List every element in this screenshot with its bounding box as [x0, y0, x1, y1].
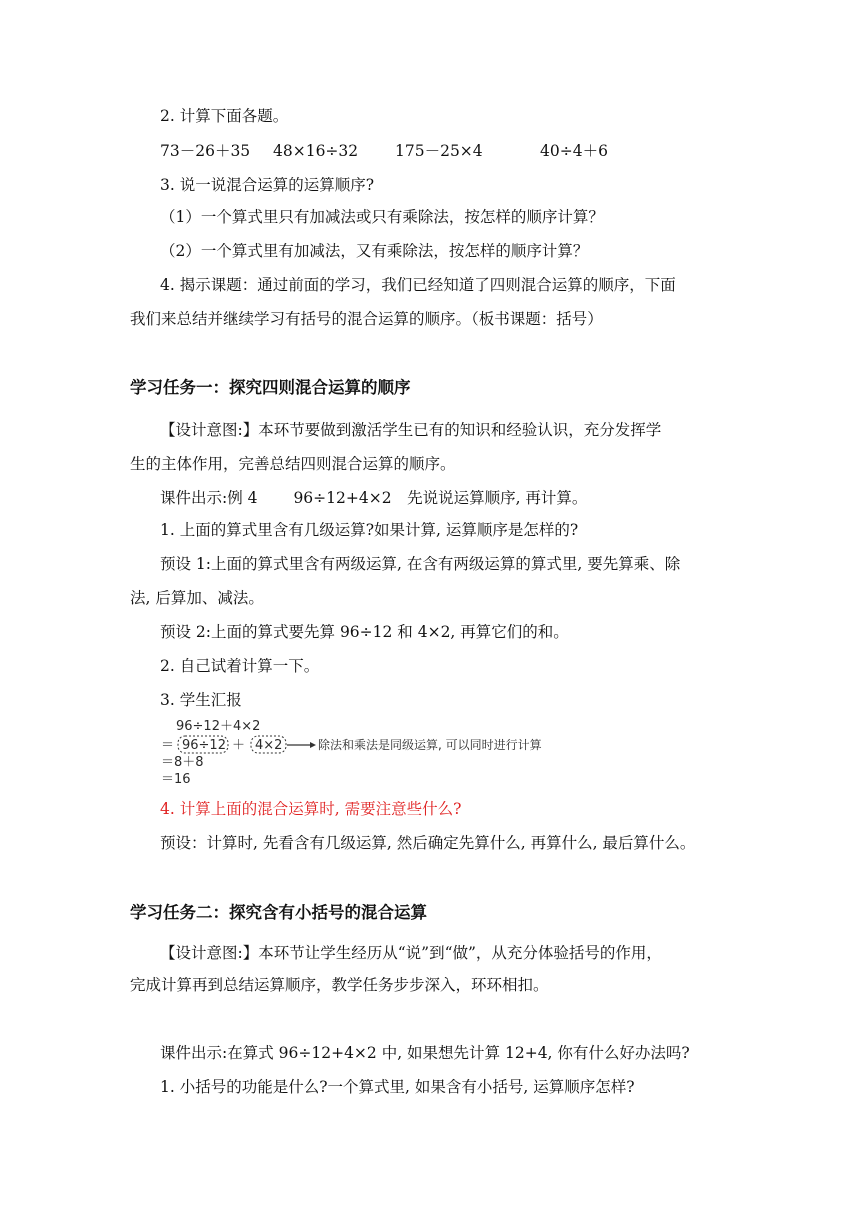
work-line-2-plus: ＋: [232, 738, 246, 753]
task1-question-3: 3. 学生汇报: [160, 691, 242, 709]
expression-2: 48×16÷32: [273, 142, 359, 160]
task1-preset-1-line2: 法, 后算加、减法。: [130, 589, 264, 607]
question-2: （2）一个算式里有加减法，又有乘除法，按怎样的顺序计算？: [160, 242, 589, 260]
task2-heading: 学习任务二：探究含有小括号的混合运算: [130, 903, 427, 922]
question-1: （1）一个算式里只有加减法或只有乘除法，按怎样的顺序计算？: [160, 208, 604, 226]
work-line-2-part-a: 96÷12: [182, 738, 226, 753]
task1-heading: 学习任务一：探究四则混合运算的顺序: [130, 378, 411, 397]
task1-question-2: 2. 自己试着计算一下。: [160, 657, 320, 675]
work-note: 除法和乘法是同级运算, 可以同时进行计算: [318, 738, 542, 752]
task2-question-1: 1. 小括号的功能是什么?一个算式里, 如果含有小括号, 运算顺序怎样?: [160, 1078, 635, 1096]
task1-intent-line1: 【设计意图:】本环节要做到激活学生已有的知识和经验认识，充分发挥学: [160, 421, 662, 439]
task1-preset-3: 预设：计算时, 先看含有几级运算, 然后确定先算什么, 再算什么, 最后算什么。: [160, 834, 696, 852]
expression-1: 73－26＋35: [160, 142, 251, 160]
task2-intent-line2: 完成计算再到总结运算顺序，教学任务步步深入，环环相扣。: [130, 976, 549, 994]
expression-4: 40÷4＋6: [540, 142, 608, 160]
task1-intent-line2: 生的主体作用，完善总结四则混合运算的顺序。: [130, 455, 456, 473]
task1-question-1: 1. 上面的算式里含有几级运算?如果计算, 运算顺序是怎样的?: [160, 521, 579, 539]
work-line-2-part-b: 4×2: [255, 738, 283, 753]
work-line-4: ＝16: [161, 772, 191, 786]
task2-courseware: 课件出示:在算式 96÷12+4×2 中, 如果想先计算 12+4, 你有什么好办法吗?: [160, 1044, 690, 1062]
arrow-head-icon: [310, 742, 316, 748]
task1-preset-1-line1: 预设 1:上面的算式里含有两级运算, 在含有两级运算的算式里, 要先算乘、除: [160, 555, 681, 573]
item-4-topic-line2: 我们来总结并继续学习有括号的混合运算的顺序。（板书课题：括号）: [130, 310, 603, 328]
work-line-2-equals: ＝: [161, 738, 175, 753]
item-3-order: 3. 说一说混合运算的运算顺序?: [160, 176, 375, 194]
item-4-topic-line1: 4. 揭示课题：通过前面的学习，我们已经知道了四则混合运算的顺序，下面: [160, 276, 676, 294]
student-work-figure: [160, 716, 600, 786]
task2-intent-line1: 【设计意图:】本环节让学生经历从“说”到“做”，从充分体验括号的作用，: [160, 944, 662, 962]
work-line-3: ＝8＋8: [161, 755, 204, 770]
item-2-compute: 2. 计算下面各题。: [160, 107, 289, 125]
exercise-expressions: [0, 141, 860, 161]
task1-preset-2: 预设 2:上面的算式要先算 96÷12 和 4×2, 再算它们的和。: [160, 623, 569, 641]
work-line-1: 96÷12＋4×2: [176, 719, 261, 734]
expression-3: 175－25×4: [395, 142, 483, 160]
task1-courseware: 课件出示:例 4 96÷12+4×2 先说说运算顺序, 再计算。: [160, 489, 588, 507]
task1-question-4: 4. 计算上面的混合运算时, 需要注意些什么?: [160, 800, 462, 818]
